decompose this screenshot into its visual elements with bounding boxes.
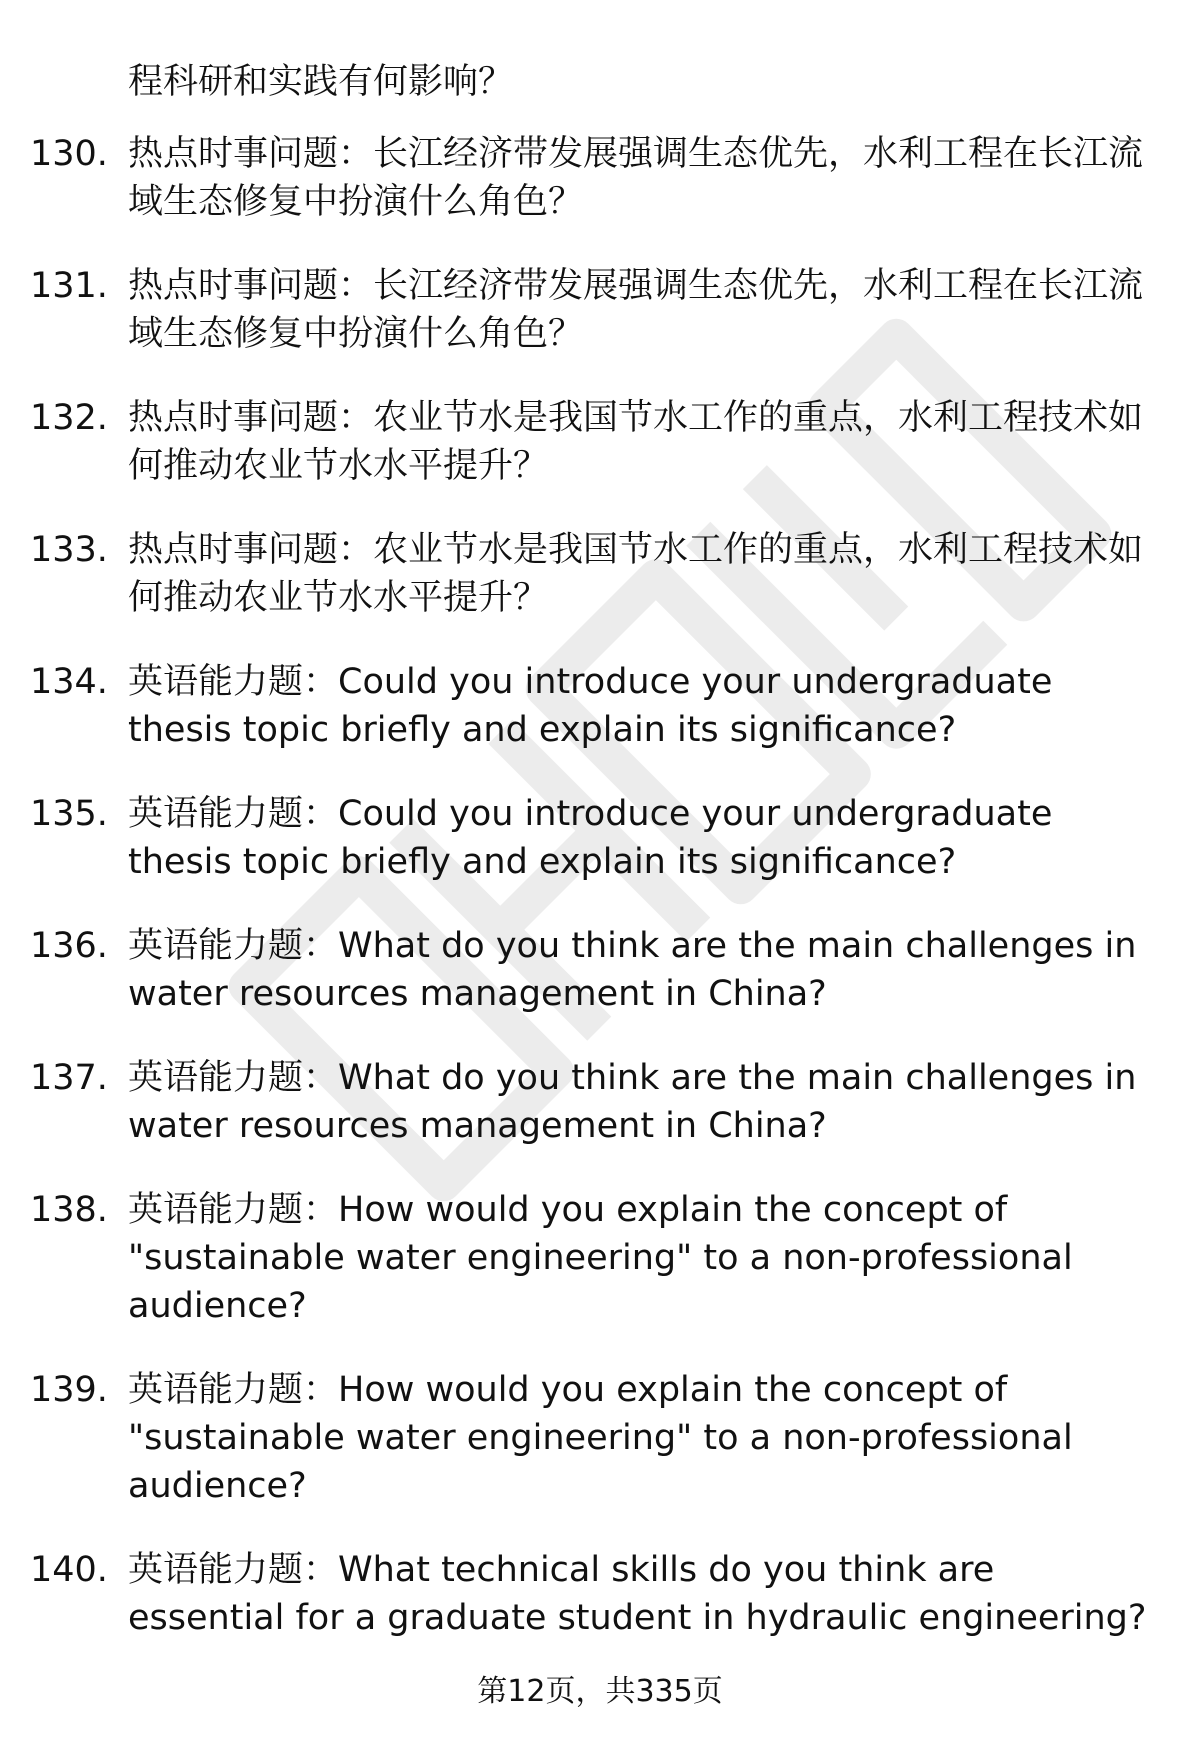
question-text: 英语能力题：What do you think are the main challenges in water resources management in China? xyxy=(128,926,1137,1014)
question-text: 英语能力题：Could you introduce your undergraduate thesis topic briefly and explain its significance? xyxy=(128,662,1053,750)
question-number: 138. xyxy=(30,1190,108,1230)
question-number: 136. xyxy=(30,926,108,966)
question-number: 134. xyxy=(30,662,108,702)
question-number: 130. xyxy=(30,134,108,174)
question-text: 英语能力题：What technical skills do you think are essential for a graduate student in hydraulic engineering? xyxy=(128,1550,1147,1638)
question-number: 133. xyxy=(30,530,108,570)
question-number: 137. xyxy=(30,1058,108,1098)
question-number: 131. xyxy=(30,266,108,306)
question-text: 英语能力题：What do you think are the main challenges in water resources management in China? xyxy=(128,1058,1137,1146)
question-text: 英语能力题：Could you introduce your undergraduate thesis topic briefly and explain its significance? xyxy=(128,794,1053,882)
question-text: 热点时事问题：长江经济带发展强调生态优先，水利工程在长江流域生态修复中扮演什么角色？ xyxy=(128,134,1144,222)
question-text: 热点时事问题：长江经济带发展强调生态优先，水利工程在长江流域生态修复中扮演什么角色？ xyxy=(128,266,1144,354)
continued-question-text: 程科研和实践有何影响？ xyxy=(128,62,514,102)
question-text: 英语能力题：How would you explain the concept of "sustainable water engineering" to a non-professional audience? xyxy=(128,1370,1073,1506)
question-text: 热点时事问题：农业节水是我国节水工作的重点，水利工程技术如何推动农业节水水平提升？ xyxy=(128,530,1144,618)
question-number: 139. xyxy=(30,1370,108,1410)
question-text: 热点时事问题：农业节水是我国节水工作的重点，水利工程技术如何推动农业节水水平提升？ xyxy=(128,398,1144,486)
question-number: 135. xyxy=(30,794,108,834)
question-number: 132. xyxy=(30,398,108,438)
page-footer: 第12页，共335页 xyxy=(477,1674,723,1709)
question-text: 英语能力题：How would you explain the concept of "sustainable water engineering" to a non-professional audience? xyxy=(128,1190,1073,1326)
question-number: 140. xyxy=(30,1550,108,1590)
